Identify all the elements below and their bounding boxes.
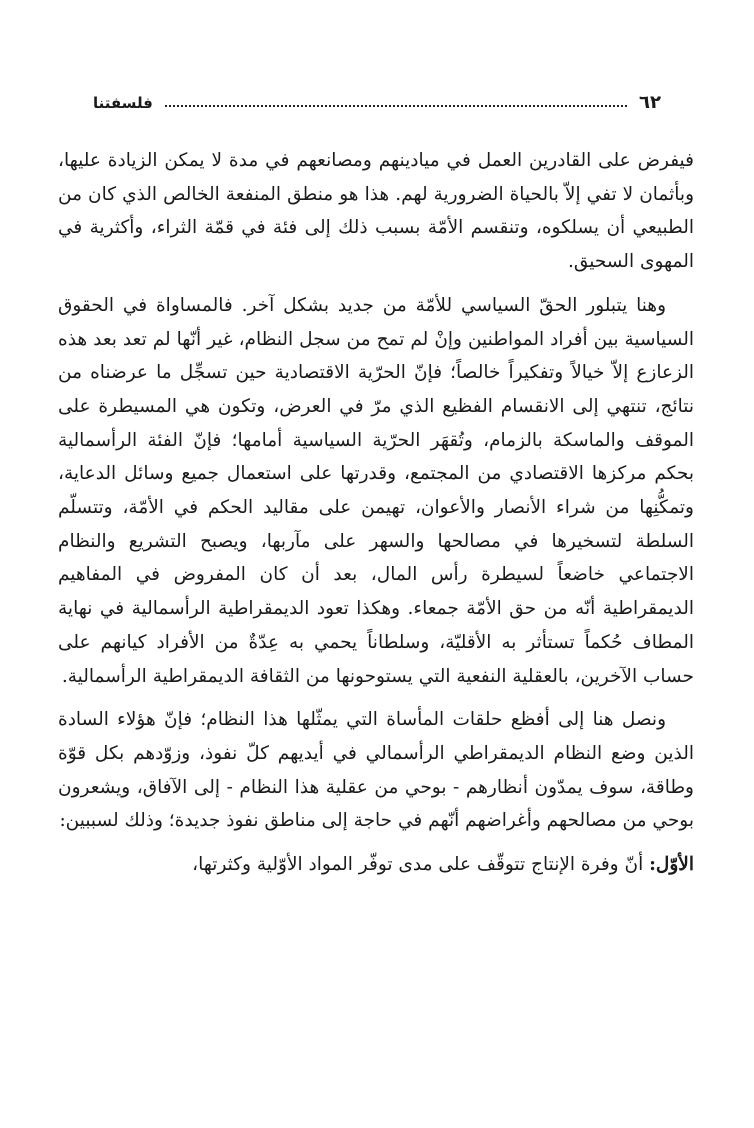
header-dotted-leader [165, 105, 627, 107]
paragraph: فيفرض على القادرين العمل في ميادينهم ومصانعهم في مدة لا يمكن الزيادة عليها، وبأثمان لا تفي إلاّ بالحياة الضرورية لهم. هذا هو منطق المنفعة الخالص الذي كان من الطبيعي أن يسلكوه، وتنقسم الأمّة بسبب ذلك إلى فئة في قمّة الثراء، وأكثرية في المهوى السحيق. [58, 150, 694, 273]
paragraph: وهنا يتبلور الحقّ السياسي للأمّة من جديد بشكل آخر. فالمساواة في الحقوق السياسية بين أفراد المواطنين وإنْ لم تمح من سجل النظام، غير أنّها لم تعد بعد هذه الزعازع إلاّ خيالاً وتفكيراً خالصاً؛ فإنّ الحرّية الاقتصادية حين تسجِّل ما عرضناه من نتائج، تنتهي إلى الانقسام الفظيع الذي مرّ في العرض، وتكون هي المسيطرة على الموقف والماسكة بالزمام، وتُقهَر الحرّية السياسية أمامها؛ فإنّ الفئة الرأسمالية بحكم مركزها الاقتصادي من المجتمع، وقدرتها على استعمال جميع وسائل الدعاية، وتمكُّنِها من شراء الأنصار والأعوان، تهيمن على مقاليد الحكم في الأمّة، وتتسلّم السلطة لتسخيرها في مصالحها والسهر على مآربها، ويصبح التشريع والنظام الاجتماعي خاضعاً لسيطرة رأس المال، بعد أن كان المفروض في المفاهيم الديمقراطية أنّه من حق الأمّة جمعاء. وهكذا تعود الديمقراطية الرأسمالية في نهاية المطاف حُكماً تستأثر به الأقليّة، وسلطاناً يحمي به عِدّةٌ من الأفراد كيانهم على حساب الآخرين، بالعقلية النفعية التي يستوحونها من الثقافة الديمقراطية الرأسمالية. [58, 294, 694, 687]
page-body [58, 144, 694, 892]
paragraph: ونصل هنا إلى أفظع حلقات المأساة التي يمثّلها هذا النظام؛ فإنّ هؤلاء السادة الذين وضع النظام الديمقراطي الرأسمالي في أيديهم كلّ نفوذ، وزوّدهم بكل قوّة وطاقة، سوف يمدّون أنظارهم - بوحي من عقلية هذا النظام - إلى الآفاق، ويشعرون بوحي من مصالحهم وأغراضهم أنّهم في حاجة إلى مناطق نفوذ جديدة؛ وذلك لسببين: [58, 709, 694, 832]
book-title: فلسفتنا [93, 94, 153, 112]
reason-label: الأوّل: [649, 854, 694, 876]
paragraph-reason-one [58, 848, 694, 882]
page-number: ٦٢ [639, 92, 661, 113]
running-header [93, 88, 661, 114]
reason-text: أنّ وفرة الإنتاج تتوقّف على مدى توفّر المواد الأوّلية وكثرتها، [192, 854, 650, 876]
